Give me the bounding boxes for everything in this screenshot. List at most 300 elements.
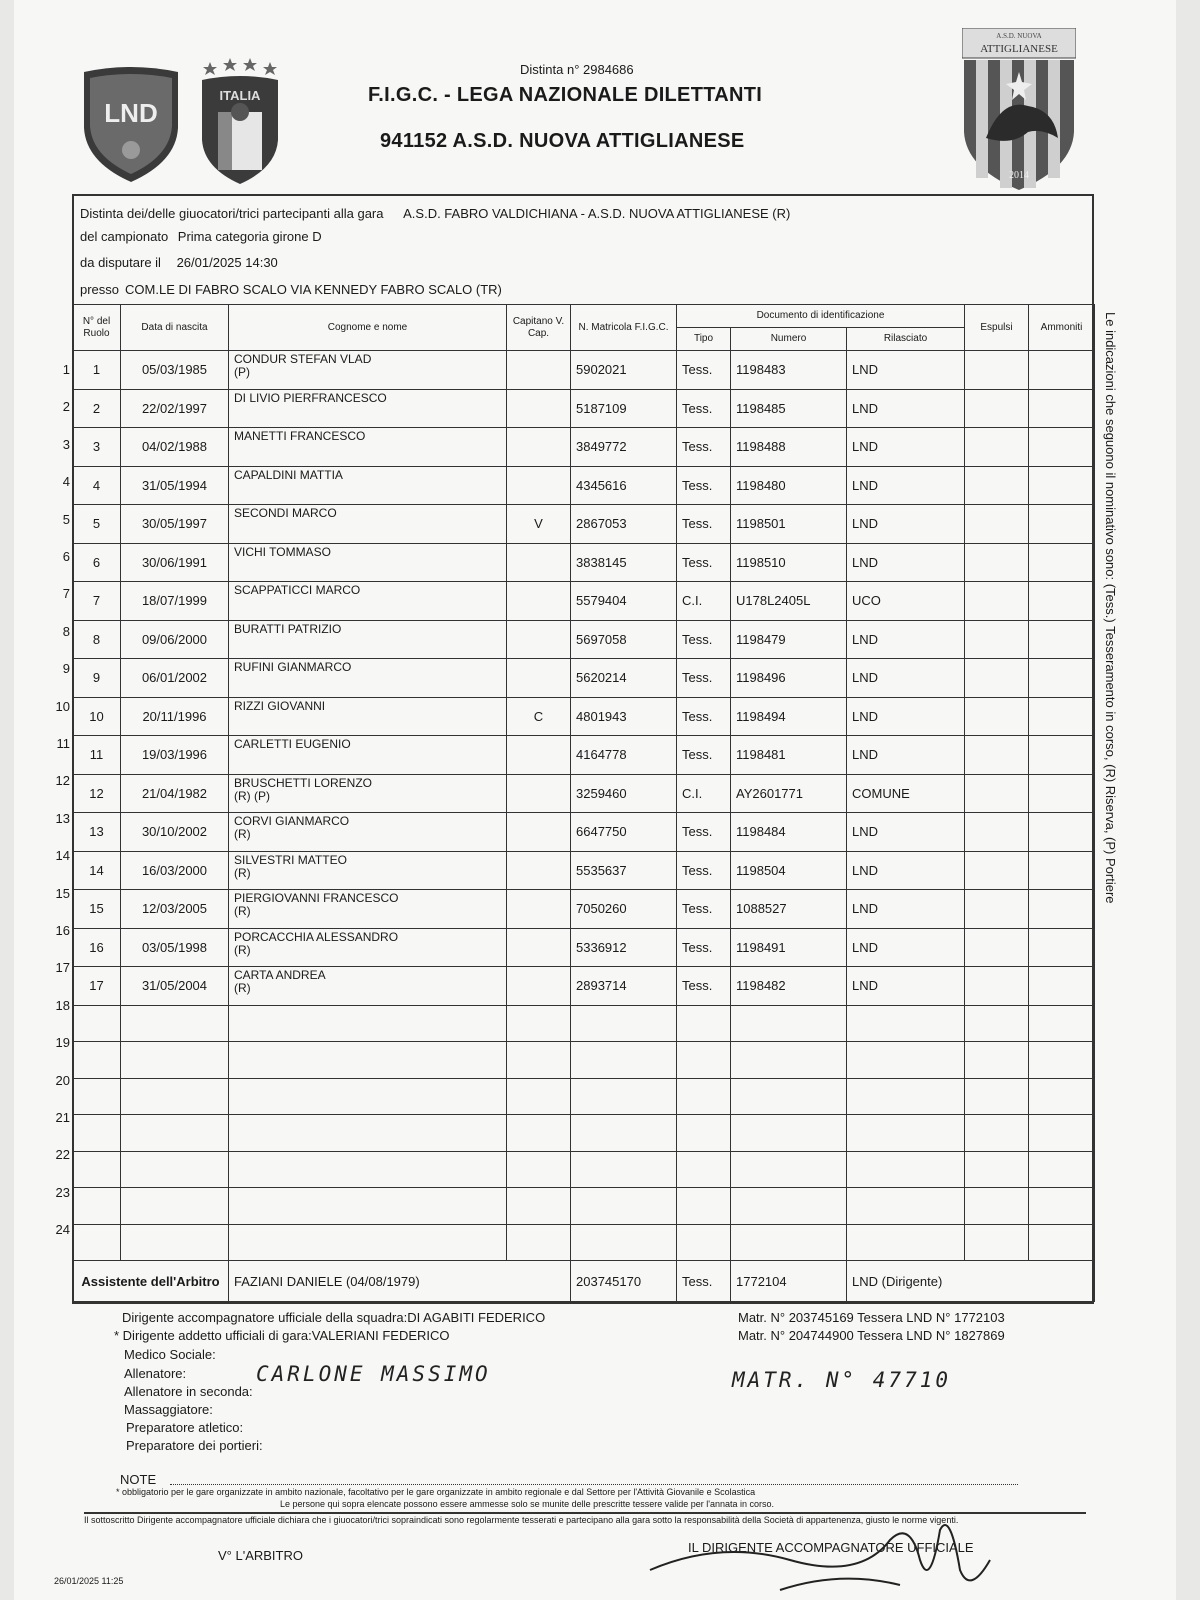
date-label: da disputare il	[80, 255, 161, 270]
massaggiatore: Massaggiatore:	[124, 1402, 213, 1417]
empty-cell	[229, 1005, 507, 1042]
cell-nome	[229, 351, 507, 390]
empty-cell	[229, 1078, 507, 1115]
cell-matricola: 5620214	[571, 659, 677, 698]
cell-numero: 1088527	[731, 890, 847, 929]
row-number: 15	[55, 885, 70, 901]
side-legend-text: Le indicazioni che seguono il nominativo sono: (Tess.) Tesseramento in corso, (R) Riserva, (P) Portiere	[1103, 312, 1118, 904]
cell-ruolo: 2	[73, 389, 121, 428]
row-number: 20	[55, 1072, 70, 1088]
cell-nome	[229, 389, 507, 428]
empty-cell	[1029, 1078, 1095, 1115]
table-row-empty	[73, 1005, 1095, 1042]
empty-cell	[847, 1042, 965, 1079]
cell-tipo: Tess.	[677, 505, 731, 544]
empty-cell	[121, 1042, 229, 1079]
cell-numero: AY2601771	[731, 774, 847, 813]
cell-numero: U178L2405L	[731, 582, 847, 621]
cell-rilasciato: LND	[847, 851, 965, 890]
player-note: (R)	[234, 865, 251, 880]
venue-line	[80, 282, 508, 297]
italia-logo-text: ITALIA	[219, 88, 261, 103]
cell-matricola: 5535637	[571, 851, 677, 890]
declaration-text: Il sottoscritto Dirigente accompagnatore ufficiale dichiara che i giuocatori/trici sopraindicati sono regolarmente tesserati e partecipano alla gara sotto la responsabilità della Società di appartenenza, giusto le norme vigenti.	[84, 1515, 959, 1525]
empty-cell	[847, 1115, 965, 1152]
cell-nascita: 03/05/1998	[121, 928, 229, 967]
cell-tipo: Tess.	[677, 466, 731, 505]
cell-matricola: 2893714	[571, 967, 677, 1006]
player-name: CAPALDINI MATTIA	[234, 467, 343, 482]
player-name: SECONDI MARCO	[234, 506, 337, 520]
table-row-empty	[73, 1078, 1095, 1115]
cell-nome	[229, 582, 507, 621]
row-number: 8	[62, 623, 70, 639]
col-espulsi: Espulsi	[965, 305, 1029, 351]
col-numero: Numero	[731, 328, 847, 351]
cell-ammoniti	[1029, 543, 1095, 582]
empty-cell	[571, 1005, 677, 1042]
cell-rilasciato: LND	[847, 736, 965, 775]
cell-ruolo: 12	[73, 774, 121, 813]
player-name: BRUSCHETTI LORENZO	[234, 775, 373, 790]
cell-nascita: 12/03/2005	[121, 890, 229, 929]
table-row	[73, 813, 1095, 852]
empty-cell	[1029, 1115, 1095, 1152]
table-row	[73, 659, 1095, 698]
club-logo-name: ATTIGLIANESE	[980, 43, 1058, 55]
empty-cell	[731, 1078, 847, 1115]
cell-nome	[229, 774, 507, 813]
empty-cell	[847, 1224, 965, 1261]
cell-espulsi	[965, 774, 1029, 813]
assistant-numero: 1772104	[731, 1261, 847, 1302]
cell-nome	[229, 505, 507, 544]
venue-value: COM.LE DI FABRO SCALO VIA KENNEDY FABRO SCALO (TR)	[125, 282, 502, 297]
cell-tipo: Tess.	[677, 736, 731, 775]
empty-cell	[73, 1042, 121, 1079]
cell-ammoniti	[1029, 582, 1095, 621]
italia-logo	[196, 54, 284, 186]
cell-matricola: 5579404	[571, 582, 677, 621]
col-matricola: N. Matricola F.I.G.C.	[571, 305, 677, 351]
row-number: 5	[62, 511, 70, 527]
cell-capitano	[507, 543, 571, 582]
cell-espulsi	[965, 582, 1029, 621]
cell-espulsi	[965, 967, 1029, 1006]
empty-cell	[677, 1224, 731, 1261]
col-nome: Cognome e nome	[229, 305, 507, 351]
cell-capitano	[507, 582, 571, 621]
club-logo-top: A.S.D. NUOVA	[996, 32, 1042, 40]
cell-ammoniti	[1029, 505, 1095, 544]
empty-cell	[73, 1151, 121, 1188]
player-note: (R)	[234, 981, 251, 995]
empty-cell	[1029, 1224, 1095, 1261]
cell-tipo: Tess.	[677, 928, 731, 967]
cell-matricola: 3259460	[571, 774, 677, 813]
table-row	[73, 466, 1095, 505]
cell-numero: 1198504	[731, 851, 847, 890]
cell-capitano	[507, 389, 571, 428]
row-number: 16	[55, 923, 70, 938]
cell-numero: 1198510	[731, 543, 847, 582]
cell-tipo: Tess.	[677, 428, 731, 467]
cell-capitano	[507, 620, 571, 659]
cell-ammoniti	[1029, 428, 1095, 467]
empty-cell	[73, 1078, 121, 1115]
cell-matricola: 5697058	[571, 620, 677, 659]
cell-numero: 1198484	[731, 813, 847, 852]
col-capitano: Capitano V. Cap.	[507, 305, 571, 351]
note-persone: Le persone qui sopra elencate possono essere ammesse solo se munite delle prescritte tessere valide per l'annata in corso.	[280, 1499, 774, 1509]
cell-rilasciato: UCO	[847, 582, 965, 621]
empty-cell	[731, 1151, 847, 1188]
cell-espulsi	[965, 466, 1029, 505]
empty-cell	[965, 1042, 1029, 1079]
row-number: 1	[62, 362, 70, 377]
cell-matricola: 4801943	[571, 697, 677, 736]
assistant-tipo: Tess.	[677, 1261, 731, 1302]
player-name: MANETTI FRANCESCO	[234, 429, 366, 443]
empty-cell	[677, 1151, 731, 1188]
table-row-empty	[73, 1224, 1095, 1261]
empty-cell	[121, 1005, 229, 1042]
cell-tipo: C.I.	[677, 582, 731, 621]
table-row	[73, 967, 1095, 1006]
empty-cell	[731, 1115, 847, 1152]
assistant-rilasciato: LND (Dirigente)	[847, 1261, 1095, 1302]
empty-cell	[121, 1151, 229, 1188]
cell-capitano	[507, 466, 571, 505]
cell-ruolo: 4	[73, 466, 121, 505]
table-row	[73, 928, 1095, 967]
empty-cell	[965, 1078, 1029, 1115]
cell-espulsi	[965, 351, 1029, 390]
cell-ruolo: 16	[73, 928, 121, 967]
cell-matricola: 7050260	[571, 890, 677, 929]
cell-rilasciato: LND	[847, 659, 965, 698]
player-note: (R)	[234, 904, 251, 918]
cell-numero: 1198491	[731, 928, 847, 967]
empty-cell	[507, 1224, 571, 1261]
cell-rilasciato: LND	[847, 505, 965, 544]
table-row-empty	[73, 1115, 1095, 1152]
empty-cell	[965, 1224, 1029, 1261]
cell-rilasciato: LND	[847, 697, 965, 736]
player-name: VICHI TOMMASO	[234, 544, 331, 559]
allenatore-seconda: Allenatore in seconda:	[124, 1384, 253, 1399]
championship-value: Prima categoria girone D	[177, 229, 322, 244]
empty-cell	[847, 1151, 965, 1188]
cell-capitano	[507, 890, 571, 929]
empty-cell	[677, 1042, 731, 1079]
dirigente-accompagnatore-matr: Matr. N° 203745169 Tessera LND N° 1772103	[738, 1310, 1005, 1325]
cell-ammoniti	[1029, 351, 1095, 390]
cell-rilasciato: LND	[847, 967, 965, 1006]
empty-cell	[1029, 1005, 1095, 1042]
assistant-name: FAZIANI DANIELE (04/08/1979)	[229, 1261, 571, 1302]
row-number: 21	[55, 1110, 70, 1125]
match-line	[80, 206, 796, 221]
col-documento: Documento di identificazione	[677, 305, 965, 328]
cell-espulsi	[965, 890, 1029, 929]
cell-matricola: 5902021	[571, 351, 677, 390]
cell-nascita: 16/03/2000	[121, 851, 229, 890]
cell-espulsi	[965, 659, 1029, 698]
note-obbligatorio: * obbligatorio per le gare organizzate in ambito nazionale, facoltativo per le gare organizzate in ambito regionale e dal Settore per l'Attività Giovanile e Scolastica	[116, 1487, 756, 1497]
table-row	[73, 543, 1095, 582]
dirigente-addetto-matr: Matr. N° 204744900 Tessera LND N° 1827869	[738, 1328, 1005, 1343]
empty-cell	[73, 1224, 121, 1261]
row-number: 14	[55, 848, 70, 864]
col-ammoniti: Ammoniti	[1029, 305, 1095, 351]
player-name: CORVI GIANMARCO	[234, 814, 350, 828]
cell-ruolo: 7	[73, 582, 121, 621]
table-row	[73, 890, 1095, 929]
cell-matricola: 4345616	[571, 466, 677, 505]
cell-ammoniti	[1029, 620, 1095, 659]
table-row-empty	[73, 1151, 1095, 1188]
cell-nome	[229, 620, 507, 659]
cell-capitano	[507, 813, 571, 852]
distinta-number: Distinta n° 2984686	[520, 62, 634, 77]
empty-cell	[507, 1188, 571, 1225]
row-number: 9	[62, 661, 70, 677]
row-number: 2	[62, 399, 70, 415]
cell-nome	[229, 736, 507, 775]
table-row	[73, 620, 1095, 659]
table-row	[73, 389, 1095, 428]
empty-cell	[507, 1005, 571, 1042]
match-label: Distinta dei/delle giuocatori/trici partecipanti alla gara	[80, 206, 384, 221]
cell-tipo: Tess.	[677, 813, 731, 852]
cell-numero: 1198483	[731, 351, 847, 390]
table-row-empty	[73, 1042, 1095, 1079]
empty-cell	[229, 1042, 507, 1079]
cell-tipo: C.I.	[677, 774, 731, 813]
table-row	[73, 774, 1095, 813]
empty-cell	[1029, 1188, 1095, 1225]
row-number: 18	[55, 997, 70, 1013]
club-logo-year: 2014	[1009, 170, 1029, 181]
cell-nome	[229, 890, 507, 929]
empty-cell	[677, 1188, 731, 1225]
cell-ruolo: 15	[73, 890, 121, 929]
cell-ammoniti	[1029, 813, 1095, 852]
club-title: 941152 A.S.D. NUOVA ATTIGLIANESE	[380, 130, 745, 152]
player-name: CARTA ANDREA	[234, 968, 326, 982]
cell-nome	[229, 659, 507, 698]
player-name: CONDUR STEFAN VLAD	[234, 352, 372, 366]
allenatore-handwritten: CARLONE MASSIMO	[256, 1362, 491, 1386]
cell-tipo: Tess.	[677, 620, 731, 659]
player-name: RIZZI GIOVANNI	[234, 698, 326, 713]
cell-matricola: 2867053	[571, 505, 677, 544]
row-number: 6	[62, 549, 70, 564]
cell-nascita: 21/04/1982	[121, 774, 229, 813]
cell-ammoniti	[1029, 928, 1095, 967]
empty-cell	[965, 1188, 1029, 1225]
row-number: 22	[55, 1147, 70, 1163]
empty-cell	[229, 1115, 507, 1152]
player-name: PORCACCHIA ALESSANDRO	[234, 929, 399, 944]
cell-tipo: Tess.	[677, 543, 731, 582]
lnd-logo-text: LND	[104, 98, 158, 128]
dirigente-accompagnatore: Dirigente accompagnatore ufficiale della squadra:DI AGABITI FEDERICO	[122, 1310, 546, 1325]
cell-rilasciato: LND	[847, 351, 965, 390]
col-tipo: Tipo	[677, 328, 731, 351]
col-rilasciato: Rilasciato	[847, 328, 965, 351]
empty-cell	[507, 1078, 571, 1115]
empty-cell	[121, 1078, 229, 1115]
cell-nascita: 18/07/1999	[121, 582, 229, 621]
document-title: F.I.G.C. - LEGA NAZIONALE DILETTANTI	[368, 84, 763, 106]
empty-cell	[229, 1188, 507, 1225]
cell-capitano	[507, 736, 571, 775]
cell-capitano	[507, 928, 571, 967]
cell-rilasciato: LND	[847, 928, 965, 967]
cell-rilasciato: LND	[847, 890, 965, 929]
empty-cell	[847, 1005, 965, 1042]
cell-tipo: Tess.	[677, 389, 731, 428]
cell-nascita: 22/02/1997	[121, 389, 229, 428]
arbitro-signature-label: V° L'ARBITRO	[218, 1548, 303, 1563]
note-dotted-line	[170, 1484, 1018, 1485]
print-timestamp: 26/01/2025 11:25	[54, 1576, 124, 1586]
cell-tipo: Tess.	[677, 890, 731, 929]
table-row	[73, 351, 1095, 390]
row-number: 4	[62, 474, 70, 490]
cell-nascita: 31/05/2004	[121, 967, 229, 1006]
empty-cell	[1029, 1042, 1095, 1079]
cell-nascita: 04/02/1988	[121, 428, 229, 467]
cell-rilasciato: LND	[847, 389, 965, 428]
empty-cell	[847, 1078, 965, 1115]
empty-cell	[677, 1005, 731, 1042]
cell-rilasciato: LND	[847, 543, 965, 582]
cell-nome	[229, 697, 507, 736]
col-nascita: Data di nascita	[121, 305, 229, 351]
preparatore-atletico: Preparatore atletico:	[126, 1420, 244, 1435]
cell-ammoniti	[1029, 890, 1095, 929]
date-line	[80, 255, 284, 270]
cell-espulsi	[965, 928, 1029, 967]
cell-numero: 1198488	[731, 428, 847, 467]
cell-ammoniti	[1029, 851, 1095, 890]
table-row	[73, 505, 1095, 544]
empty-cell	[731, 1224, 847, 1261]
player-name: SCAPPATICCI MARCO	[234, 583, 361, 597]
date-value: 26/01/2025 14:30	[176, 255, 278, 270]
empty-cell	[507, 1115, 571, 1152]
cell-capitano	[507, 851, 571, 890]
empty-cell	[677, 1078, 731, 1115]
empty-cell	[731, 1042, 847, 1079]
preparatore-portieri: Preparatore dei portieri:	[126, 1438, 263, 1453]
dirigente-addetto: * Dirigente addetto ufficiali di gara:VALERIANI FEDERICO	[114, 1328, 450, 1343]
cell-ruolo: 5	[73, 505, 121, 544]
empty-cell	[73, 1115, 121, 1152]
table-row	[73, 851, 1095, 890]
empty-cell	[571, 1188, 677, 1225]
row-number: 13	[55, 810, 70, 826]
cell-ruolo: 10	[73, 697, 121, 736]
cell-numero: 1198496	[731, 659, 847, 698]
cell-nascita: 30/06/1991	[121, 543, 229, 582]
cell-espulsi	[965, 736, 1029, 775]
empty-cell	[571, 1078, 677, 1115]
empty-cell	[965, 1005, 1029, 1042]
cell-numero: 1198482	[731, 967, 847, 1006]
cell-nascita: 05/03/1985	[121, 351, 229, 390]
empty-cell	[121, 1188, 229, 1225]
cell-espulsi	[965, 505, 1029, 544]
empty-cell	[571, 1115, 677, 1152]
medico-sociale: Medico Sociale:	[124, 1347, 216, 1362]
side-legend	[1102, 312, 1122, 1002]
empty-cell	[965, 1115, 1029, 1152]
dirigente-signature-label: IL DIRIGENTE ACCOMPAGNATORE UFFICIALE	[688, 1540, 974, 1555]
cell-nome	[229, 967, 507, 1006]
empty-cell	[73, 1005, 121, 1042]
cell-nascita: 30/05/1997	[121, 505, 229, 544]
cell-rilasciato: LND	[847, 620, 965, 659]
cell-capitano	[507, 351, 571, 390]
cell-rilasciato: LND	[847, 813, 965, 852]
empty-cell	[73, 1188, 121, 1225]
cell-ruolo: 17	[73, 967, 121, 1006]
cell-matricola: 6647750	[571, 813, 677, 852]
cell-capitano: C	[507, 697, 571, 736]
cell-nascita: 06/01/2002	[121, 659, 229, 698]
cell-nascita: 09/06/2000	[121, 620, 229, 659]
dirigente-signature	[640, 1500, 1000, 1600]
cell-capitano	[507, 659, 571, 698]
cell-rilasciato: LND	[847, 466, 965, 505]
championship-line	[80, 229, 328, 244]
player-name: DI LIVIO PIERFRANCESCO	[234, 390, 387, 405]
cell-ruolo: 11	[73, 736, 121, 775]
cell-matricola: 5187109	[571, 389, 677, 428]
empty-cell	[677, 1115, 731, 1152]
cell-nascita: 31/05/1994	[121, 466, 229, 505]
row-number: 10	[55, 698, 70, 714]
cell-nascita: 20/11/1996	[121, 697, 229, 736]
cell-capitano	[507, 428, 571, 467]
player-note: (P)	[234, 365, 250, 379]
cell-nascita: 19/03/1996	[121, 736, 229, 775]
cell-ammoniti	[1029, 736, 1095, 775]
cell-nome	[229, 928, 507, 967]
cell-espulsi	[965, 813, 1029, 852]
table-row	[73, 428, 1095, 467]
cell-numero: 1198501	[731, 505, 847, 544]
cell-matricola: 4164778	[571, 736, 677, 775]
empty-cell	[1029, 1151, 1095, 1188]
row-number: 7	[62, 586, 70, 602]
table-row	[73, 736, 1095, 775]
row-number: 12	[55, 773, 70, 789]
row-number: 11	[56, 736, 70, 751]
empty-cell	[571, 1151, 677, 1188]
row-number: 17	[55, 960, 70, 976]
cell-capitano	[507, 774, 571, 813]
note-label: NOTE	[120, 1472, 157, 1487]
player-note: (R)	[234, 942, 251, 957]
lnd-logo	[80, 66, 182, 184]
cell-ammoniti	[1029, 774, 1095, 813]
player-note: (R)	[234, 827, 251, 841]
